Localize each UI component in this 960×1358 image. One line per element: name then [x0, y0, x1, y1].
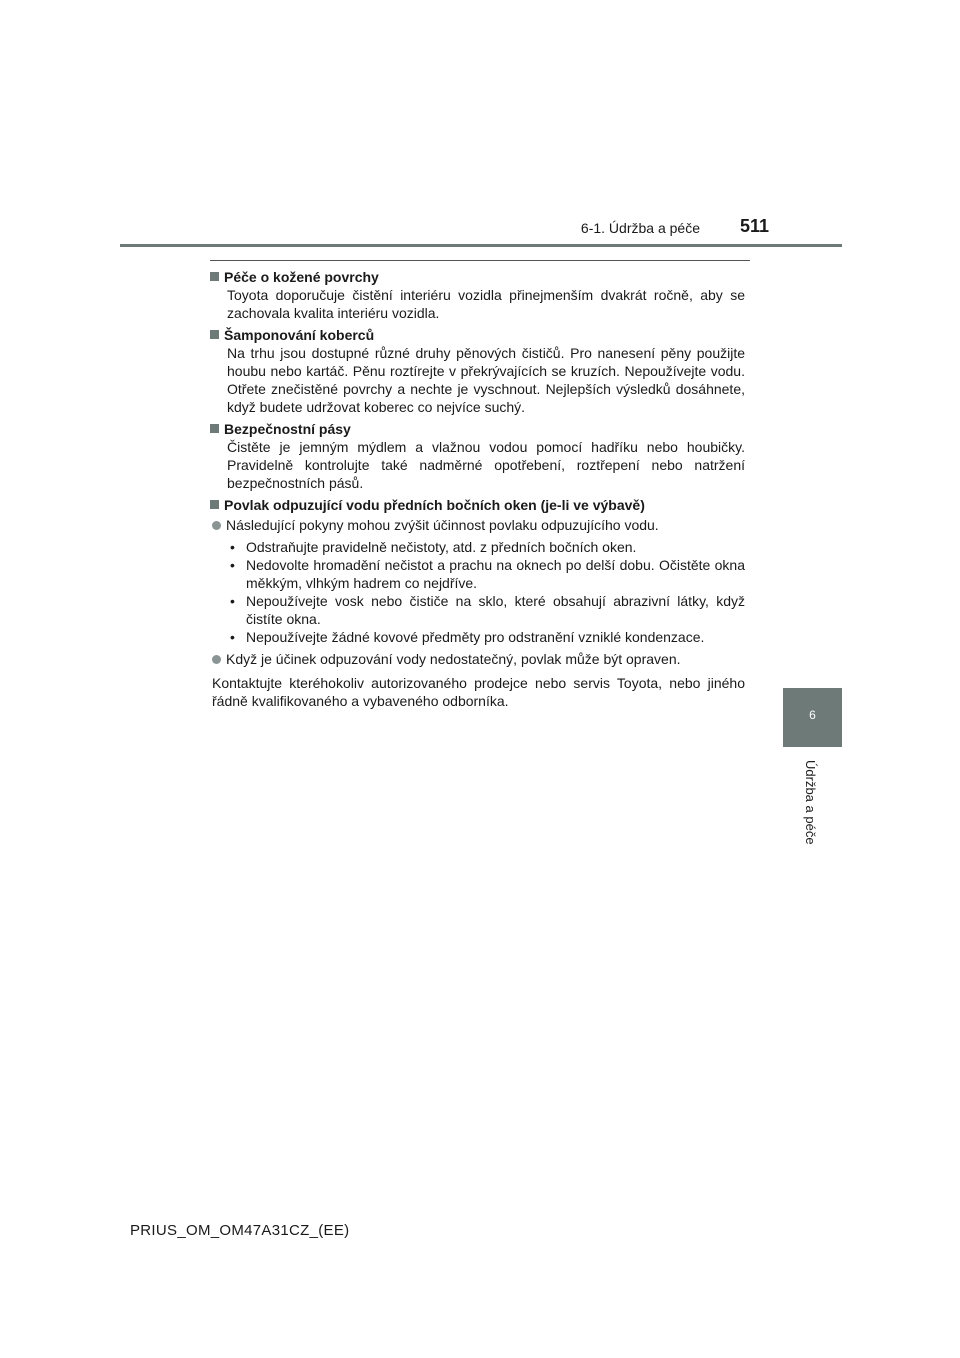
section-paragraph: Na trhu jsou dostupné různé druhy pěnových čističů. Pro nanesení pěny použijte houbu nebo kartáč. Pěnu roztírejte v překrývajících se kruzích. Nepoužívejte vodu. Otřete znečistěné povrchy a nechte je vyschnout. Nejlepších výsledků dosáhnete, když budete udržovat koberec co nejvíce suchý.	[227, 345, 745, 415]
section-paragraph: Toyota doporučuje čistění interiéru vozidla přinejmenším dvakrát ročně, aby se zachovala kvalita interiéru vozidla.	[227, 287, 745, 321]
chapter-tab	[783, 688, 842, 747]
circle-bullet-icon	[212, 521, 221, 530]
section-heading: Šamponování koberců	[210, 326, 745, 344]
list-item: • Nepoužívejte žádné kovové předměty pro odstranění vzniklé kondenzace.	[230, 629, 705, 645]
content-top-rule	[210, 260, 750, 261]
chapter-tab-number: 6	[809, 708, 816, 722]
section-heading: Povlak odpuzující vodu předních bočních oken (je-li ve výbavě)	[210, 496, 745, 514]
main-content	[210, 266, 745, 710]
square-bullet-icon	[210, 330, 219, 339]
header-rule	[120, 244, 842, 247]
round-point: Když je účinek odpuzování vody nedostatečný, povlak může být opraven.	[212, 650, 745, 668]
chapter-tab-label: Údržba a péče	[803, 760, 818, 845]
square-bullet-icon	[210, 500, 219, 509]
square-bullet-icon	[210, 272, 219, 281]
square-bullet-icon	[210, 424, 219, 433]
list-item: • Nedovolte hromadění nečistot a prachu na oknech po delší dobu. Očistěte okna měkkým, vlhkým hadrem co nejdříve.	[230, 557, 745, 591]
list-item: • Nepoužívejte vosk nebo čističe na sklo, které obsahují abrazivní látky, když čistíte okna.	[230, 593, 745, 627]
contact-paragraph: Kontaktujte kteréhokoliv autorizovaného prodejce nebo servis Toyota, nebo jiného řádně kvalifikovaného a vybaveného odborníka.	[212, 675, 745, 709]
list-item: • Odstraňujte pravidelně nečistoty, atd. z předních bočních oken.	[230, 539, 637, 555]
document-code: PRIUS_OM_OM47A31CZ_(EE)	[130, 1222, 350, 1239]
section-heading: Péče o kožené povrchy	[210, 268, 745, 286]
header-section-title: 6-1. Údržba a péče	[580, 220, 700, 236]
section-heading: Bezpečnostní pásy	[210, 420, 745, 438]
circle-bullet-icon	[212, 655, 221, 664]
bullet-list	[228, 538, 745, 646]
page-number: 511	[740, 216, 770, 236]
round-point: Následující pokyny mohou zvýšit účinnost povlaku odpuzujícího vodu.	[212, 516, 745, 534]
section-paragraph: Čistěte je jemným mýdlem a vlažnou vodou pomocí hadříku nebo houbičky. Pravidelně kontrolujte také nadměrné opotřebení, roztřepení nebo natržení bezpečnostních pásů.	[227, 439, 745, 491]
